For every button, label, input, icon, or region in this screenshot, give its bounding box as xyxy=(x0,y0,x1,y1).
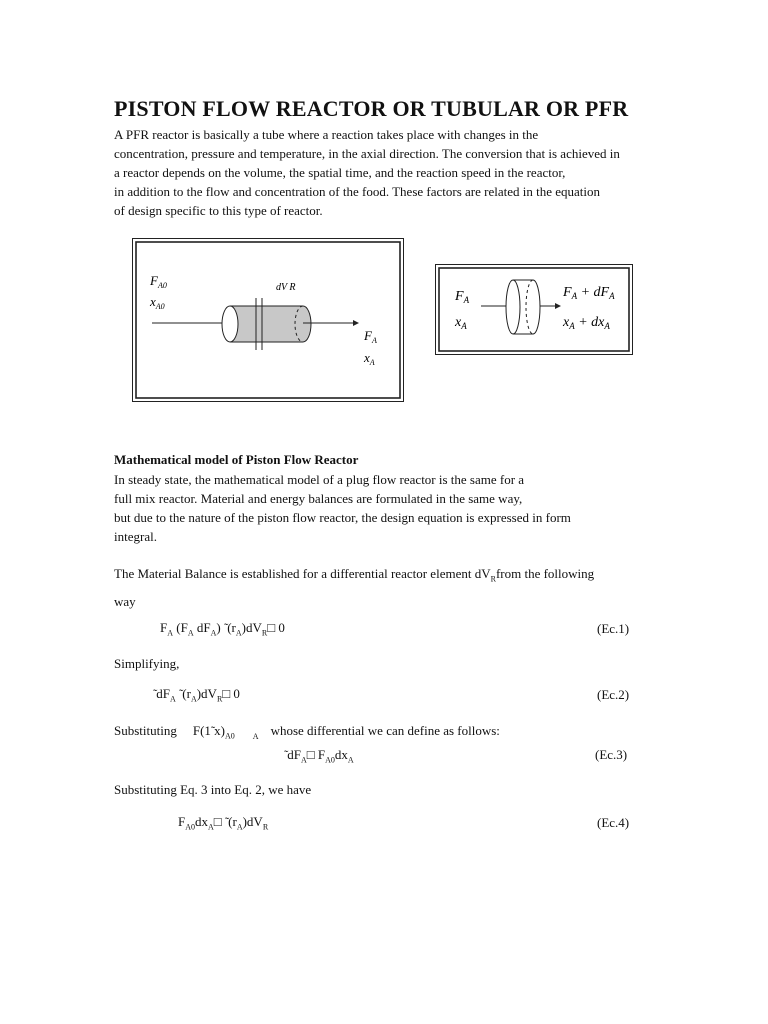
element-volume-label: dV R xyxy=(276,282,296,293)
element-out-flow-label: $F_A + dF_A$ xyxy=(563,285,615,301)
tube-inlet-face xyxy=(222,306,238,342)
simplifying-text: Simplifying, xyxy=(114,656,180,671)
pfr-tube-diagram xyxy=(132,238,404,402)
intro-line: a reactor depends on the volume, the spatial time, and the reaction speed in the reactor, xyxy=(114,165,566,180)
tube-body xyxy=(230,306,303,342)
element-outer-frame xyxy=(436,265,633,355)
element-in-flow-label: $F_A$ xyxy=(455,289,470,305)
substitution-expression: F(1̃ $x)_{A0}$ xyxy=(192,723,235,741)
model-line: full mix reactor. Material and energy balances are formulated in the same way, xyxy=(114,491,523,506)
model-paragraph xyxy=(114,470,571,546)
model-line: integral. xyxy=(114,529,157,544)
outlet-flow-label: $F_A$ xyxy=(364,328,377,345)
intro-paragraph xyxy=(114,125,620,220)
equation-2-number: (Ec.2) xyxy=(597,687,630,702)
equation-3-number: (Ec.3) xyxy=(595,747,628,762)
differential-element-diagram xyxy=(435,264,633,355)
page-title: PISTON FLOW REACTOR OR TUBULAR OR PFR xyxy=(114,96,629,121)
slice-front-face xyxy=(506,280,520,334)
substituting-line: Substituting F(1̃ $x)_{A0}$ $_A$ whose differential we can define as follows: xyxy=(114,723,500,741)
intro-line: A PFR reactor is basically a tube where a reaction takes place with changes in the xyxy=(114,127,539,142)
inlet-conversion-label: $x_{A0}$ xyxy=(150,294,165,311)
element-out-conversion-label: $x_A + dx_A$ xyxy=(563,315,610,331)
section-heading: Mathematical model of Piston Flow Reactor xyxy=(114,452,359,467)
inlet-flow-label: $F_{A0}$ xyxy=(150,273,167,290)
equation-1-number: (Ec.1) xyxy=(597,621,630,636)
equation-4-number: (Ec.4) xyxy=(597,815,630,830)
element-in-conversion-label: $x_A$ xyxy=(455,315,467,331)
material-balance-paragraph xyxy=(114,564,594,611)
equation-3: ̃ $dF_A□$ $F_{A0}dx_A$ xyxy=(284,747,354,765)
material-balance-line: The Material Balance is established for a differential reactor element $dV_Rfrom$ the following xyxy=(114,566,595,584)
intro-line: of design specific to this type of reactor. xyxy=(114,203,323,218)
equation-4: $F_{A0}dx_A□$ ̃ $(r_A)dV_R$ xyxy=(178,814,269,832)
intro-line: in addition to the flow and concentration of the food. These factors are related in the equation xyxy=(114,184,601,199)
equation-1: $F_A$ ($F_A$ $dF_A$) ̃ $(r_A)dV_R□$ 0 xyxy=(160,620,285,638)
substituting-eq3-text: Substituting Eq. 3 into Eq. 2, we have xyxy=(114,782,312,797)
equation-2: ̃ $dF_A$ ̃ $(r_A)dV_R□$ 0 xyxy=(153,686,240,704)
outlet-conversion-label: $x_A$ xyxy=(364,350,375,367)
model-line: In steady state, the mathematical model of a plug flow reactor is the same for a xyxy=(114,472,525,487)
material-balance-line: way xyxy=(114,593,136,609)
model-line: but due to the nature of the piston flow reactor, the design equation is expressed in form xyxy=(114,510,571,525)
intro-line: concentration, pressure and temperature, in the axial direction. The conversion that is achieved in xyxy=(114,146,620,161)
